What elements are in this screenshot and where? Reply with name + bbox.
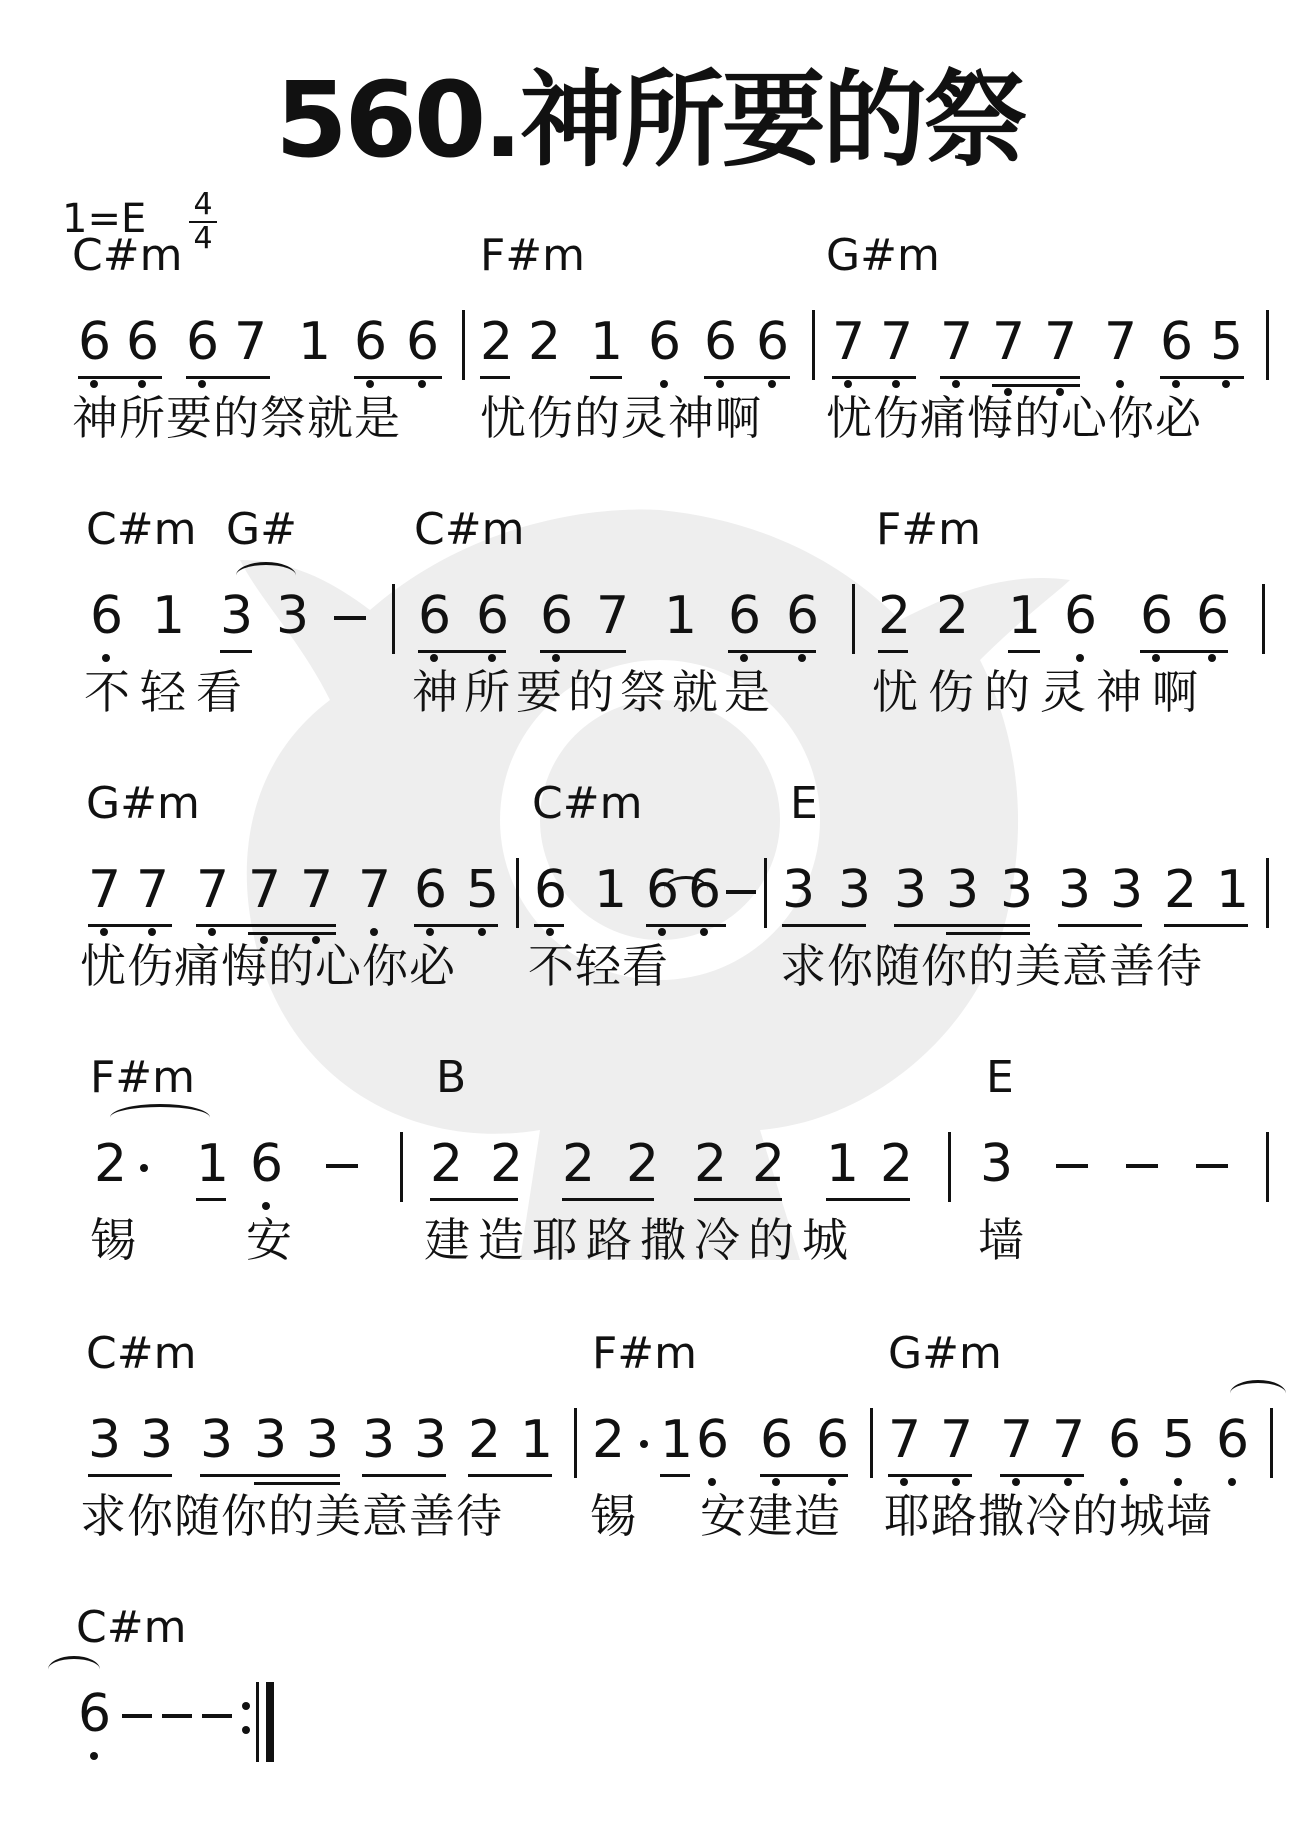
note: 7 [358,860,392,920]
note: 3 [276,586,310,646]
note: 7 [300,860,334,920]
augmentation-dot [140,1164,148,1172]
lyric: 求你随你的美意善待 [780,939,1203,993]
bar-line [392,584,395,654]
note: 6 [816,1410,850,1470]
note: 6 [1108,1410,1142,1470]
extension-dash [726,890,756,894]
tie [236,562,296,589]
tie [110,1104,210,1131]
note: 6 [756,312,790,372]
note: 3 [1000,860,1034,920]
augmentation-dot [640,1440,648,1448]
note: 3 [782,860,816,920]
note: 1 [520,1410,554,1470]
note: 6 [406,312,440,372]
note: 7 [1052,1410,1086,1470]
note: 6 [760,1410,794,1470]
note: 6 [1216,1410,1250,1470]
note: 7 [136,860,170,920]
note: 7 [248,860,282,920]
note: 6 [126,312,160,372]
tie [1230,1380,1286,1407]
lyric: 安 [246,1213,293,1267]
repeat-dot [242,1702,250,1710]
lyric: 不轻看 [528,939,669,993]
repeat-dot [242,1726,250,1734]
final-bar-line [266,1682,274,1762]
note: 6 [1160,312,1194,372]
note: 1 [826,1134,860,1194]
chord: G#m [86,778,200,829]
note: 6 [646,860,680,920]
lyric: 锡 [590,1489,637,1543]
lyric: 建造耶路撒冷的城 [424,1213,856,1267]
note: 6 [418,586,452,646]
time-signature-bottom: 4 [193,221,213,256]
lyric: 神所要的祭就是 [72,391,401,445]
extension-dash [202,1714,232,1718]
score-row-4 [0,1052,1300,1267]
note: 6 [78,1684,112,1744]
note: 2 [1164,860,1198,920]
extension-dash [1056,1164,1088,1168]
extension-dash [1126,1164,1158,1168]
note: 3 [838,860,872,920]
note: 7 [1000,1410,1034,1470]
note: 5 [1210,312,1244,372]
note: 3 [88,1410,122,1470]
key-signature: 1=E [62,196,147,242]
note: 2 [592,1410,626,1470]
chord: C#m [76,1602,187,1653]
note: 3 [254,1410,288,1470]
note: 1 [298,312,332,372]
chord: C#m [86,504,197,555]
lyric: 忧伤的灵神啊 [480,391,762,445]
lyric: 忧伤痛悔的心你必 [826,391,1202,445]
note: 7 [940,312,974,372]
bar-line [870,1408,873,1478]
note: 2 [468,1410,502,1470]
lyric: 求你随你的美意善待 [80,1489,503,1543]
note: 6 [354,312,388,372]
tie [48,1656,100,1683]
note: 3 [362,1410,396,1470]
note: 2 [752,1134,786,1194]
note: 3 [1058,860,1092,920]
chord: E [790,778,818,829]
bar-line [256,1682,259,1762]
note: 7 [940,1410,974,1470]
note: 6 [414,860,448,920]
note: 3 [946,860,980,920]
chord: C#m [72,230,183,281]
bar-line [400,1132,403,1202]
note: 7 [880,312,914,372]
bar-line [1270,1408,1273,1478]
note: 7 [888,1410,922,1470]
note: 6 [704,312,738,372]
chord: C#m [86,1328,197,1379]
lyric: 锡 [90,1213,137,1267]
note: 3 [140,1410,174,1470]
note: 2 [94,1134,128,1194]
note: 7 [88,860,122,920]
chord: F#m [592,1328,698,1379]
bar-line [574,1408,577,1478]
note: 6 [78,312,112,372]
note: 1 [1216,860,1250,920]
note: 6 [688,860,722,920]
extension-dash [326,1164,358,1168]
note: 1 [590,312,624,372]
chord: C#m [532,778,643,829]
note: 6 [1140,586,1174,646]
score-row-2 [0,504,1300,719]
lyric: 忧伤痛悔的心你必 [80,939,456,993]
score-row-1 [0,230,1300,445]
bar-line [462,310,465,380]
chord: F#m [480,230,586,281]
lyric: 安建造 [700,1489,841,1543]
note: 3 [306,1410,340,1470]
chord: F#m [90,1052,196,1103]
note: 7 [196,860,230,920]
note: 6 [476,586,510,646]
time-signature-top: 4 [193,187,213,222]
note: 3 [980,1134,1014,1194]
bar-line [1262,584,1265,654]
bar-line [948,1132,951,1202]
note: 6 [1196,586,1230,646]
extension-dash [122,1714,152,1718]
note: 2 [936,586,970,646]
note: 2 [878,586,912,646]
chord: C#m [414,504,525,555]
note: 1 [660,1410,694,1470]
chord: E [986,1052,1014,1103]
note: 2 [694,1134,728,1194]
note: 1 [196,1134,230,1194]
lyric: 忧伤的灵神啊 [872,665,1208,719]
note: 5 [1162,1410,1196,1470]
lyric: 神所要的祭就是 [412,665,776,719]
bar-line [516,858,519,928]
note: 7 [596,586,630,646]
chord: B [436,1052,467,1103]
lyric: 耶路撒冷的城墙 [884,1489,1213,1543]
note: 2 [480,312,514,372]
note: 6 [696,1410,730,1470]
chord: F#m [876,504,982,555]
note: 6 [250,1134,284,1194]
note: 1 [1008,586,1042,646]
bar-line [764,858,767,928]
note: 2 [490,1134,524,1194]
note: 6 [90,586,124,646]
song-title: 560.神所要的祭 [275,59,1025,181]
score-row-3 [0,778,1300,993]
note: 7 [832,312,866,372]
chord: G#m [826,230,940,281]
bar-line [852,584,855,654]
note: 7 [992,312,1026,372]
note: 6 [1064,586,1098,646]
note: 3 [220,586,254,646]
chord: G# [226,504,297,555]
score-row-6 [0,1604,1300,1804]
note: 1 [152,586,186,646]
note: 1 [664,586,698,646]
note: 5 [466,860,500,920]
note: 2 [626,1134,660,1194]
note: 6 [786,586,820,646]
bar-line [1266,858,1269,928]
note: 6 [540,586,574,646]
note: 6 [648,312,682,372]
note: 3 [894,860,928,920]
note: 7 [234,312,268,372]
bar-line [1266,1132,1269,1202]
note: 7 [1104,312,1138,372]
extension-dash [162,1714,192,1718]
bar-line [1266,310,1269,380]
chord: G#m [888,1328,1002,1379]
note: 7 [1044,312,1078,372]
note: 1 [594,860,628,920]
note: 6 [534,860,568,920]
extension-dash [1196,1164,1228,1168]
note: 6 [728,586,762,646]
note: 2 [528,312,562,372]
note: 6 [186,312,220,372]
bar-line [812,310,815,380]
lyric: 不轻看 [84,665,252,719]
score-row-5 [0,1328,1300,1543]
note: 2 [430,1134,464,1194]
lyric: 墙 [978,1213,1025,1267]
note: 2 [880,1134,914,1194]
note: 3 [1110,860,1144,920]
note: 3 [414,1410,448,1470]
note: 3 [200,1410,234,1470]
note: 2 [562,1134,596,1194]
extension-dash [334,616,366,620]
